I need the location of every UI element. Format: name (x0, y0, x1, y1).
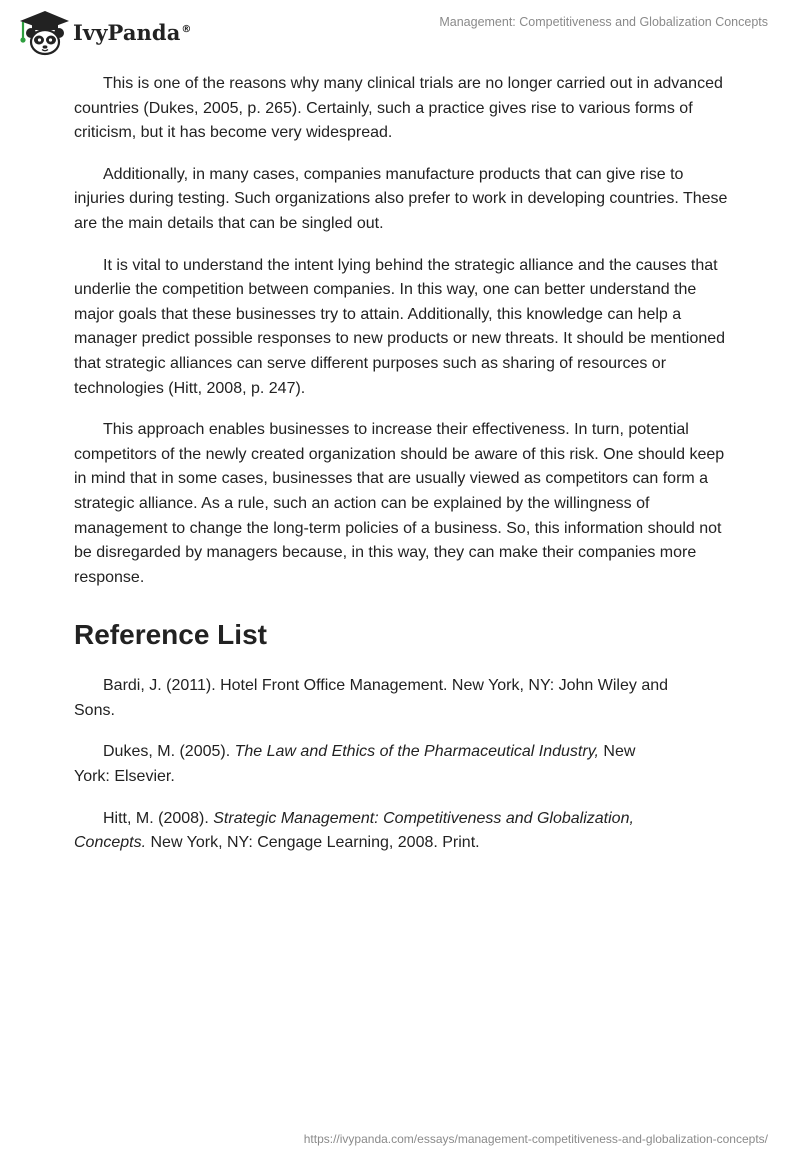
body-paragraph: This approach enables businesses to increase their effectiveness. In turn, potential competitors of the newly created organization should be aware of this risk. One should keep in mind that in some cases, businesses that are usually viewed as competitors can form a strategic alliance. As a rule, such an action can be explained by the willingness of management to change the long-term policies of a business. So, this information should not be disregarded by managers because, in this way, they can make their companies more response. (74, 421, 725, 586)
essay-content (74, 72, 728, 873)
source-url[interactable]: https://ivypanda.com/essays/management-competitiveness-and-globalization-concepts/ (303, 1132, 768, 1146)
document-title: Management: Competitiveness and Globalization Concepts (439, 15, 768, 29)
brand-logo[interactable] (14, 8, 192, 56)
reference-text: Hitt, M. (2008). (103, 809, 214, 827)
panda-graduate-icon (14, 8, 70, 56)
registered-mark: ® (181, 23, 192, 35)
reference-text: New York, NY: Cengage Learning, 2008. Print. (146, 834, 480, 852)
reference-text: Dukes, M. (2005). (103, 743, 235, 761)
body-paragraph: This is one of the reasons why many clinical trials are no longer carried out in advanced countries (Dukes, 2005, p. 265). Certainly, such a practice gives rise to various forms of criticism, but it has become very widespread. (74, 75, 723, 142)
body-paragraph: It is vital to understand the intent lying behind the strategic alliance and the causes that underlie the competition between companies. In this way, one can better understand the major goals that these businesses try to attain. Additionally, this knowledge can help a manager predict possible responses to new products or new threats. It should be mentioned that strategic alliances can serve different purposes such as sharing of resources or technologies (Hitt, 2008, p. 247). (74, 256, 726, 397)
page-header (0, 0, 800, 60)
reference-list-heading: Reference List (74, 619, 267, 651)
reference-item (74, 807, 674, 856)
reference-item (74, 740, 674, 789)
reference-text: Bardi, J. (2011). Hotel Front Office Management. New York, NY: John Wiley and Sons. (74, 677, 669, 719)
reference-title: Strategic Management: Competitiveness and Globalization, Concepts. (74, 809, 634, 852)
body-paragraph: Additionally, in many cases, companies manufacture products that can give rise to injuries during testing. Such organizations also prefer to work in developing countries. These are the main details that can be singled out. (74, 165, 728, 232)
brand-name: IvyPanda® (73, 19, 192, 45)
reference-text: New York: Elsevier. (74, 743, 636, 786)
reference-title: The Law and Ethics of the Pharmaceutical Industry, (234, 743, 599, 761)
reference-item (74, 674, 674, 723)
